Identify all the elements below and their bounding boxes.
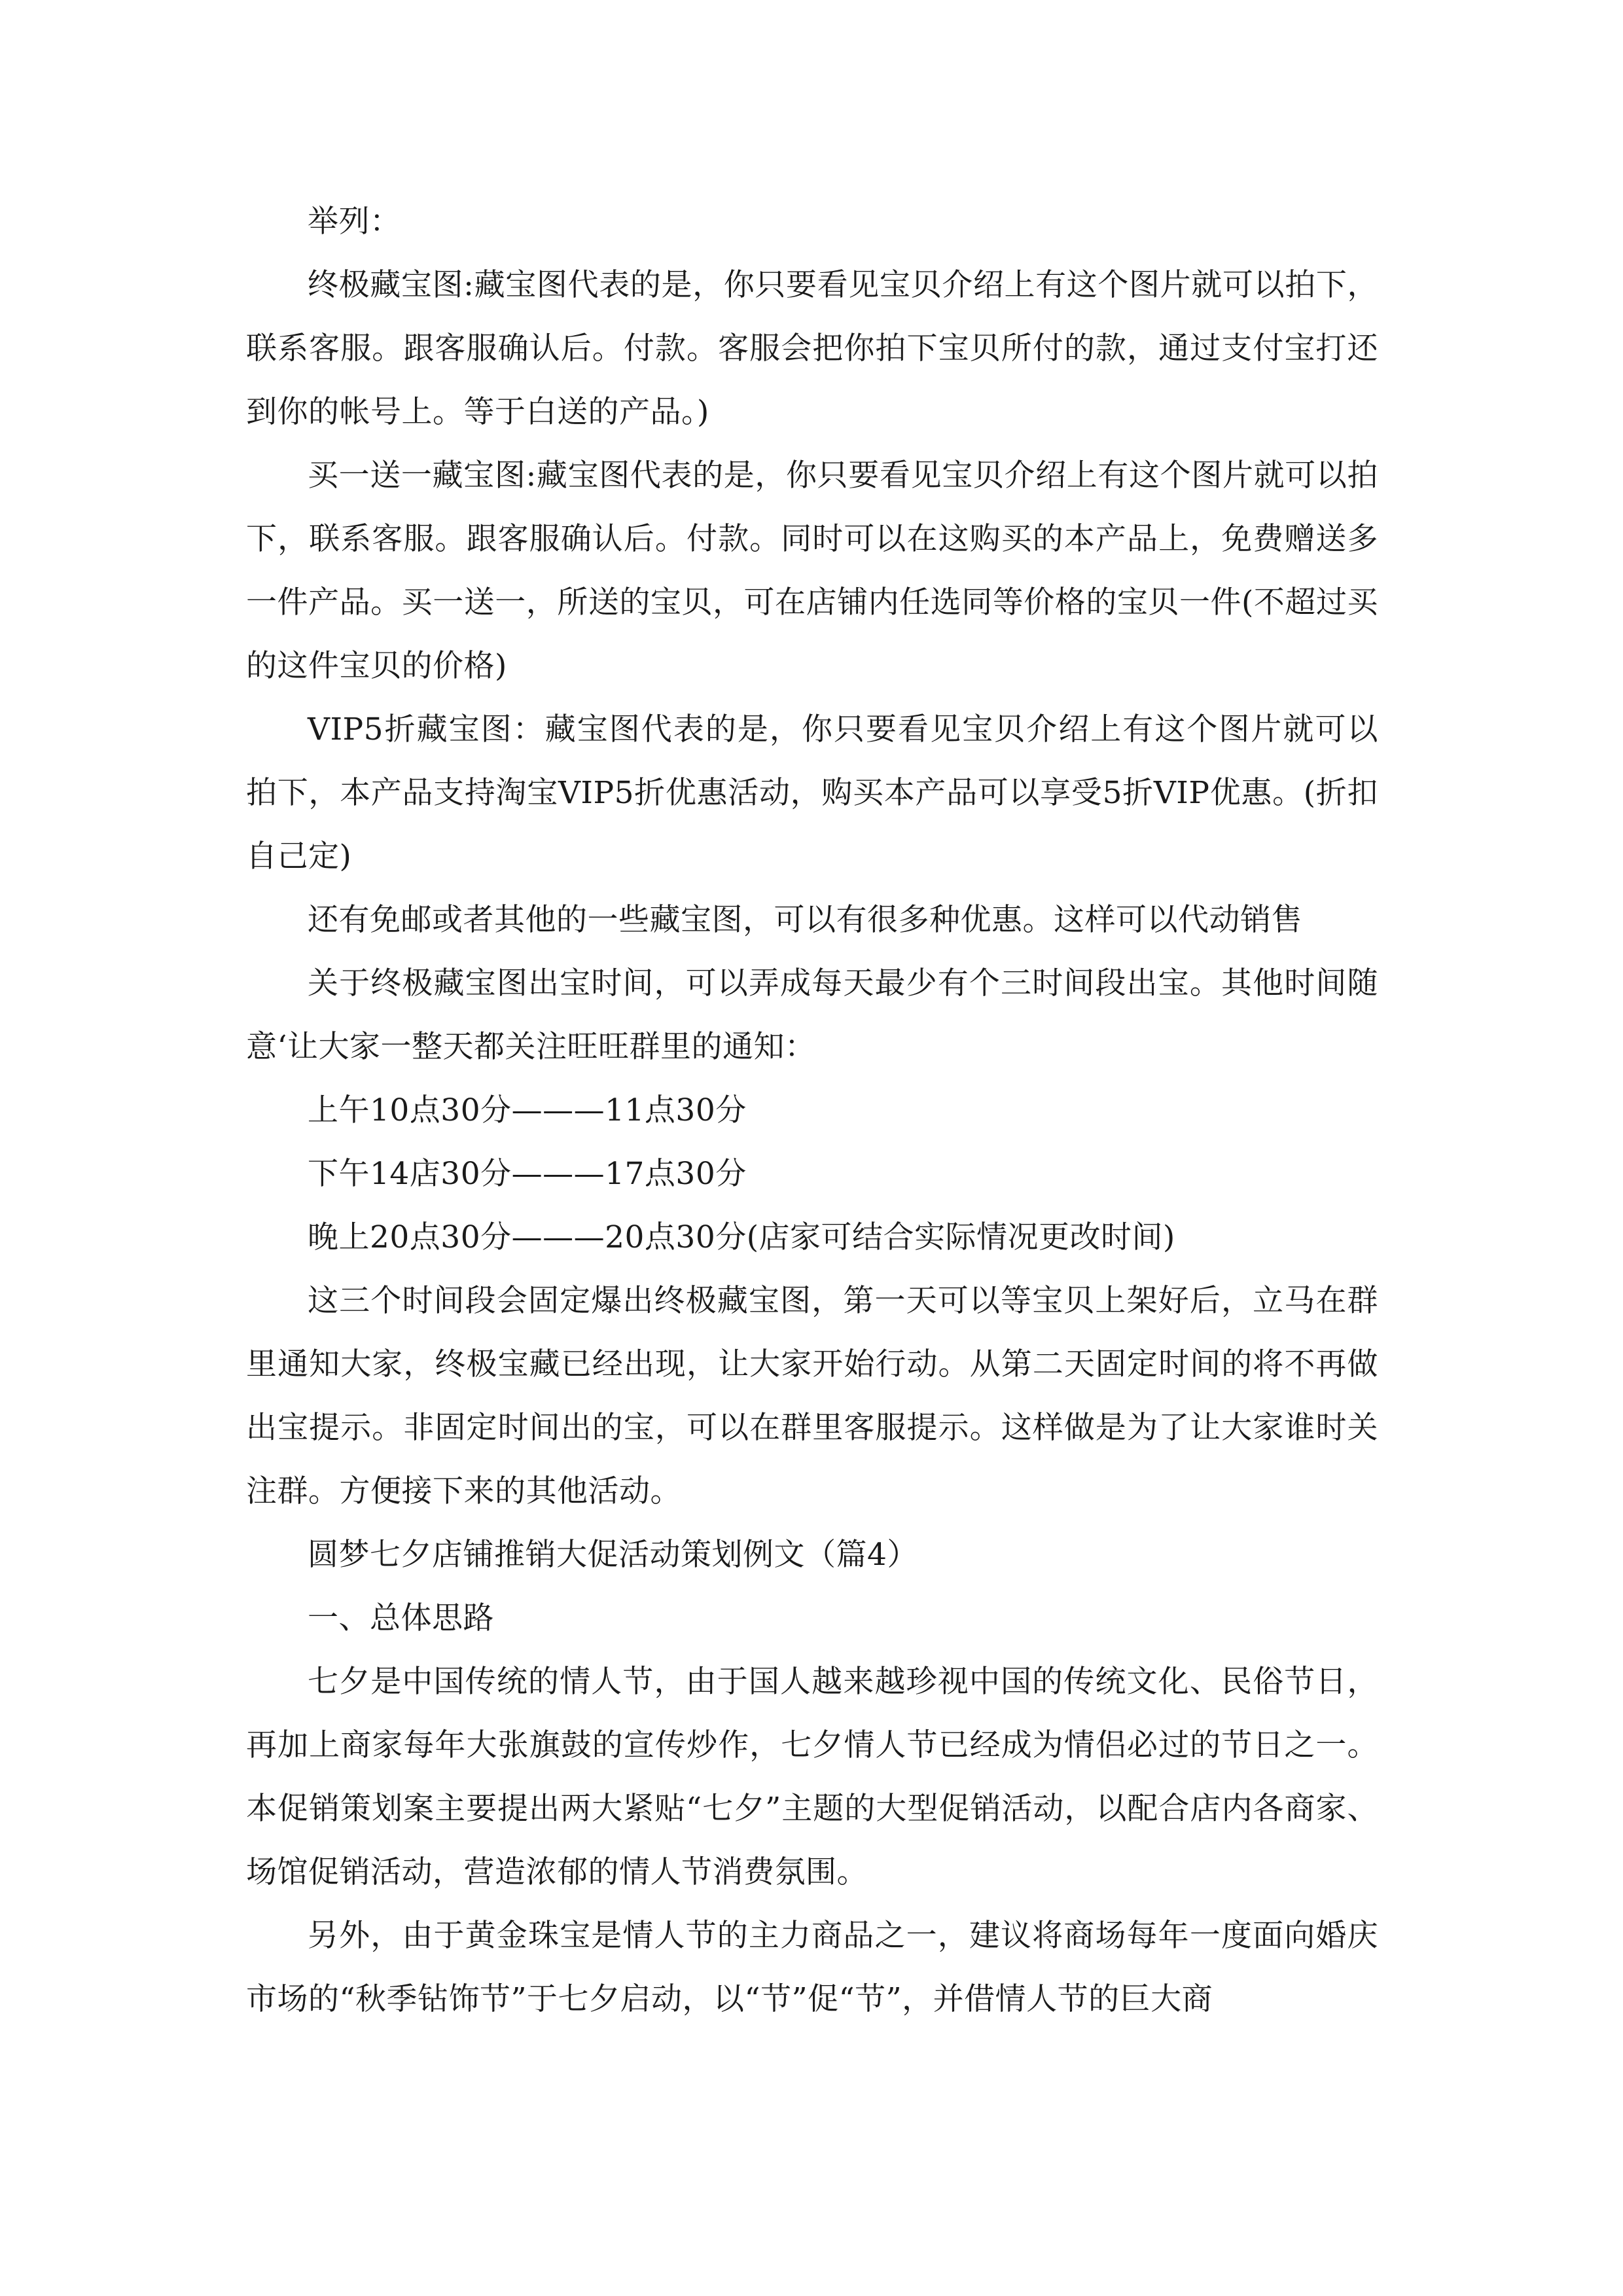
paragraph-afternoon-slot: 下午14店30分———17点30分 (308, 1156, 747, 1192)
paragraph-drop-time: 关于终极藏宝图出宝时间，可以弄成每天最少有个三时间段出宝。其他时间随意‘让大家一整天都关注旺旺群里的通知： (246, 965, 1378, 1065)
paragraph-vip5-map: VIP5折藏宝图：藏宝图代表的是，你只要看见宝贝介绍上有这个图片就可以拍下，本产品支持淘宝VIP5折优惠活动，购买本产品可以享受5折VIP优惠。(折扣自己定) (246, 711, 1378, 874)
document-page (246, 190, 1378, 2031)
paragraph-example-heading: 举列： (308, 204, 401, 240)
paragraph-morning-slot: 上午10点30分———11点30分 (308, 1092, 747, 1128)
paragraph-evening-slot: 晚上20点30分———20点30分(店家可结合实际情况更改时间) (308, 1219, 1175, 1255)
section-title-article-4: 圆梦七夕店铺推销大促活动策划例文（篇4） (308, 1537, 918, 1573)
paragraph-fixed-slots: 这三个时间段会固定爆出终极藏宝图，第一天可以等宝贝上架好后，立马在群里通知大家，终极宝藏已经出现，让大家开始行动。从第二天固定时间的将不再做出宝提示。非固定时间出的宝，可以在群里客服提示。这样做是为了让大家谁时关注群。方便接下来的其他活动。 (246, 1283, 1378, 1509)
paragraph-other-maps: 还有免邮或者其他的一些藏宝图，可以有很多种优惠。这样可以代动销售 (308, 902, 1302, 938)
section-heading-overall-idea: 一、总体思路 (308, 1600, 494, 1636)
paragraph-qixi-intro: 七夕是中国传统的情人节，由于国人越来越珍视中国的传统文化、民俗节日，再加上商家每年大张旗鼓的宣传炒作，七夕情人节已经成为情侣必过的节日之一。本促销策划案主要提出两大紧贴“七夕”主题的大型促销活动，以配合店内各商家、场馆促销活动，营造浓郁的情人节消费氛围。 (246, 1664, 1378, 1890)
paragraph-jewelry: 另外，由于黄金珠宝是情人节的主力商品之一，建议将商场每年一度面向婚庆市场的“秋季钻饰节”于七夕启动，以“节”促“节”，并借情人节的巨大商 (246, 1918, 1378, 2017)
paragraph-ultimate-treasure-map: 终极藏宝图:藏宝图代表的是，你只要看见宝贝介绍上有这个图片就可以拍下，联系客服。跟客服确认后。付款。客服会把你拍下宝贝所付的款，通过支付宝打还到你的帐号上。等于白送的产品。) (246, 267, 1378, 430)
paragraph-buy-one-get-one-map: 买一送一藏宝图:藏宝图代表的是，你只要看见宝贝介绍上有这个图片就可以拍下，联系客服。跟客服确认后。付款。同时可以在这购买的本产品上，免费赠送多一件产品。买一送一，所送的宝贝，可在店铺内任选同等价格的宝贝一件(不超过买的这件宝贝的价格) (246, 457, 1378, 684)
